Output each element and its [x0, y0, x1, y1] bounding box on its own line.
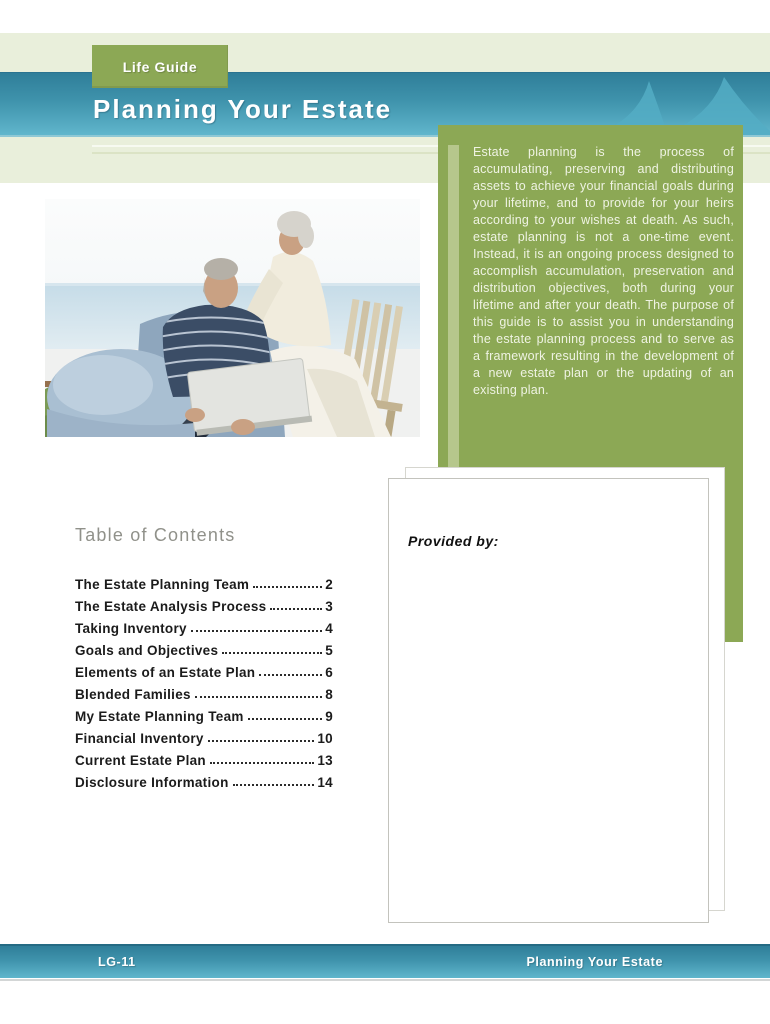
- accent-bar: [448, 145, 459, 469]
- toc-entry-page-number: 10: [317, 731, 333, 746]
- toc-entry-label: The Estate Planning Team: [75, 577, 250, 592]
- toc-entry-page-number: 3: [325, 599, 333, 614]
- toc-heading: Table of Contents: [75, 525, 236, 545]
- toc-dot-leader: [248, 718, 322, 720]
- toc-entry-label: Blended Families: [75, 687, 191, 702]
- toc-list: [75, 570, 333, 790]
- toc-entry-page-number: 5: [325, 643, 333, 658]
- provided-by-box: [388, 478, 709, 923]
- toc-dot-leader: [253, 586, 322, 588]
- toc-entry-page-number: 6: [325, 665, 333, 680]
- toc-entry[interactable]: [75, 746, 333, 768]
- toc-entry[interactable]: [75, 724, 333, 746]
- toc-entry-page-number: 9: [325, 709, 333, 724]
- footer-doc-code: LG-11: [98, 955, 136, 969]
- toc-entry[interactable]: [75, 614, 333, 636]
- toc-dot-leader: [195, 696, 322, 698]
- couple-photo: [45, 199, 420, 437]
- toc-entry-label: Disclosure Information: [75, 775, 229, 790]
- toc-entry[interactable]: [75, 592, 333, 614]
- toc-entry-page-number: 2: [325, 577, 333, 592]
- toc-entry-label: Financial Inventory: [75, 731, 204, 746]
- toc-entry-label: Elements of an Estate Plan: [75, 665, 256, 680]
- intro-paragraph: Estate planning is the process of accumulating, preserving and distributing assets to achieve your financial goals during your lifetime, and to provide for your heirs according to your wishes at death. As such, estate planning is not a one-time event. Instead, it is an ongoing process designed to accomplish accumulation, preservation and distribution objectives, both during your lifetime and after your death. The purpose of this guide is to assist you in understanding the estate planning process and to serve as a framework resulting in the development of a new estate plan or the updating of an existing plan.: [473, 145, 734, 397]
- toc-dot-leader: [208, 740, 315, 742]
- toc-dot-leader: [191, 630, 322, 632]
- toc-dot-leader: [233, 784, 315, 786]
- footer-title: Planning Your Estate: [526, 955, 663, 969]
- toc-entry[interactable]: [75, 702, 333, 724]
- toc-entry[interactable]: [75, 658, 333, 680]
- toc-entry-label: Current Estate Plan: [75, 753, 206, 768]
- toc-entry-label: My Estate Planning Team: [75, 709, 244, 724]
- toc-entry-page-number: 8: [325, 687, 333, 702]
- footer-underline: [0, 979, 770, 981]
- toc-entry[interactable]: [75, 768, 333, 790]
- toc-entry-label: Taking Inventory: [75, 621, 187, 636]
- page-title: Planning Your Estate: [93, 94, 393, 124]
- toc-entry-page-number: 14: [317, 775, 333, 790]
- toc-entry-page-number: 4: [325, 621, 333, 636]
- toc-entry[interactable]: [75, 680, 333, 702]
- toc-dot-leader: [210, 762, 314, 764]
- toc-entry-page-number: 13: [317, 753, 333, 768]
- life-guide-tab-label: Life Guide: [122, 58, 198, 75]
- toc-dot-leader: [222, 652, 322, 654]
- toc-dot-leader: [270, 608, 322, 610]
- toc-dot-leader: [259, 674, 322, 676]
- table-of-contents: [75, 525, 333, 790]
- toc-entry-label: The Estate Analysis Process: [75, 599, 267, 614]
- toc-entry[interactable]: [75, 636, 333, 658]
- provided-by-label: Provided by:: [408, 533, 499, 549]
- toc-entry[interactable]: [75, 570, 333, 592]
- footer-bar: [0, 944, 770, 978]
- toc-entry-label: Goals and Objectives: [75, 643, 219, 658]
- couple-photo-illustration: [45, 199, 420, 437]
- life-guide-tab: [92, 45, 228, 88]
